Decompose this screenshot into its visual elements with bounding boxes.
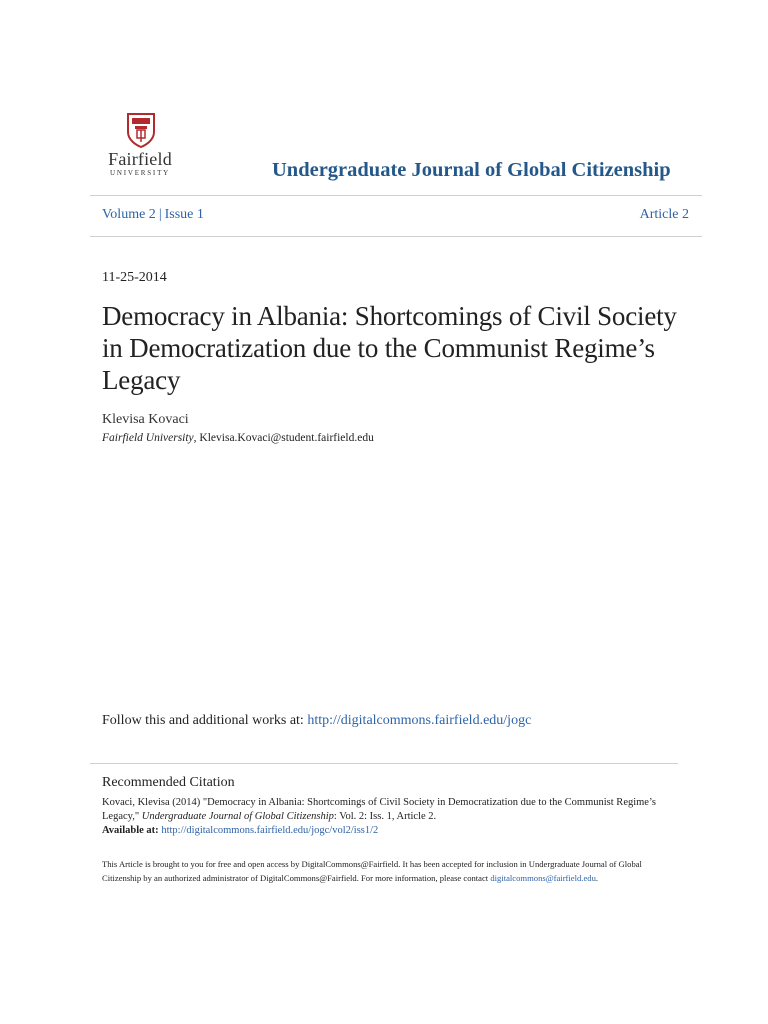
publication-date: 11-25-2014 [102, 270, 167, 285]
citation-body [102, 796, 682, 838]
follow-line [102, 713, 531, 729]
issue-breadcrumb [102, 207, 204, 223]
citation-heading: Recommended Citation [102, 775, 235, 790]
volume-link[interactable]: Volume 2 [102, 207, 156, 222]
access-notice-end: . [595, 873, 599, 883]
access-notice [102, 857, 682, 885]
contact-email-link[interactable]: digitalcommons@fairfield.edu [490, 873, 596, 883]
follow-url-link[interactable]: http://digitalcommons.fairfield.edu/jogc [307, 713, 532, 728]
divider [90, 763, 678, 764]
available-label: Available at: [102, 825, 162, 836]
fairfield-university-logo [102, 112, 178, 182]
citation-url-link[interactable]: http://digitalcommons.fairfield.edu/jogc/vol2/iss1/2 [161, 825, 379, 836]
citation-text: Kovaci, Klevisa (2014) "Democracy in Albania: Shortcomings of Civil Society in Democratization due to the Communist Regime’s Legacy," [102, 797, 656, 822]
logo-name: Fairfield [108, 149, 172, 169]
logo-subtitle: UNIVERSITY [110, 169, 170, 177]
issue-link[interactable]: Issue 1 [164, 207, 204, 222]
citation-journal: Undergraduate Journal of Global Citizenship [141, 811, 334, 822]
author-email: Klevisa.Kovaci@student.fairfield.edu [199, 432, 374, 444]
access-notice-text: This Article is brought to you for free and open access by DigitalCommons@Fairfield. It has been accepted for inclusion in Undergraduate Journal of Global Citizenship by an authorized administrator of DigitalCommons@Fairfield. For more information, please contact [102, 859, 642, 883]
breadcrumb-separator: | [158, 207, 162, 222]
affiliation-separator: , [193, 432, 200, 444]
journal-title[interactable]: Undergraduate Journal of Global Citizenship [272, 159, 671, 181]
affiliation-name: Fairfield University [102, 432, 194, 444]
author-affiliation [102, 432, 374, 444]
divider [90, 236, 702, 237]
article-title: Democracy in Albania: Shortcomings of Civil Society in Democratization due to the Communist Regime’s Legacy [102, 301, 677, 395]
divider [90, 195, 702, 196]
follow-text: Follow this and additional works at: [102, 713, 308, 728]
article-link[interactable]: Article 2 [639, 207, 689, 222]
citation-volume: : Vol. 2: Iss. 1, Article 2. [333, 811, 437, 822]
author-name: Klevisa Kovaci [102, 412, 189, 427]
shield-icon [126, 112, 156, 148]
